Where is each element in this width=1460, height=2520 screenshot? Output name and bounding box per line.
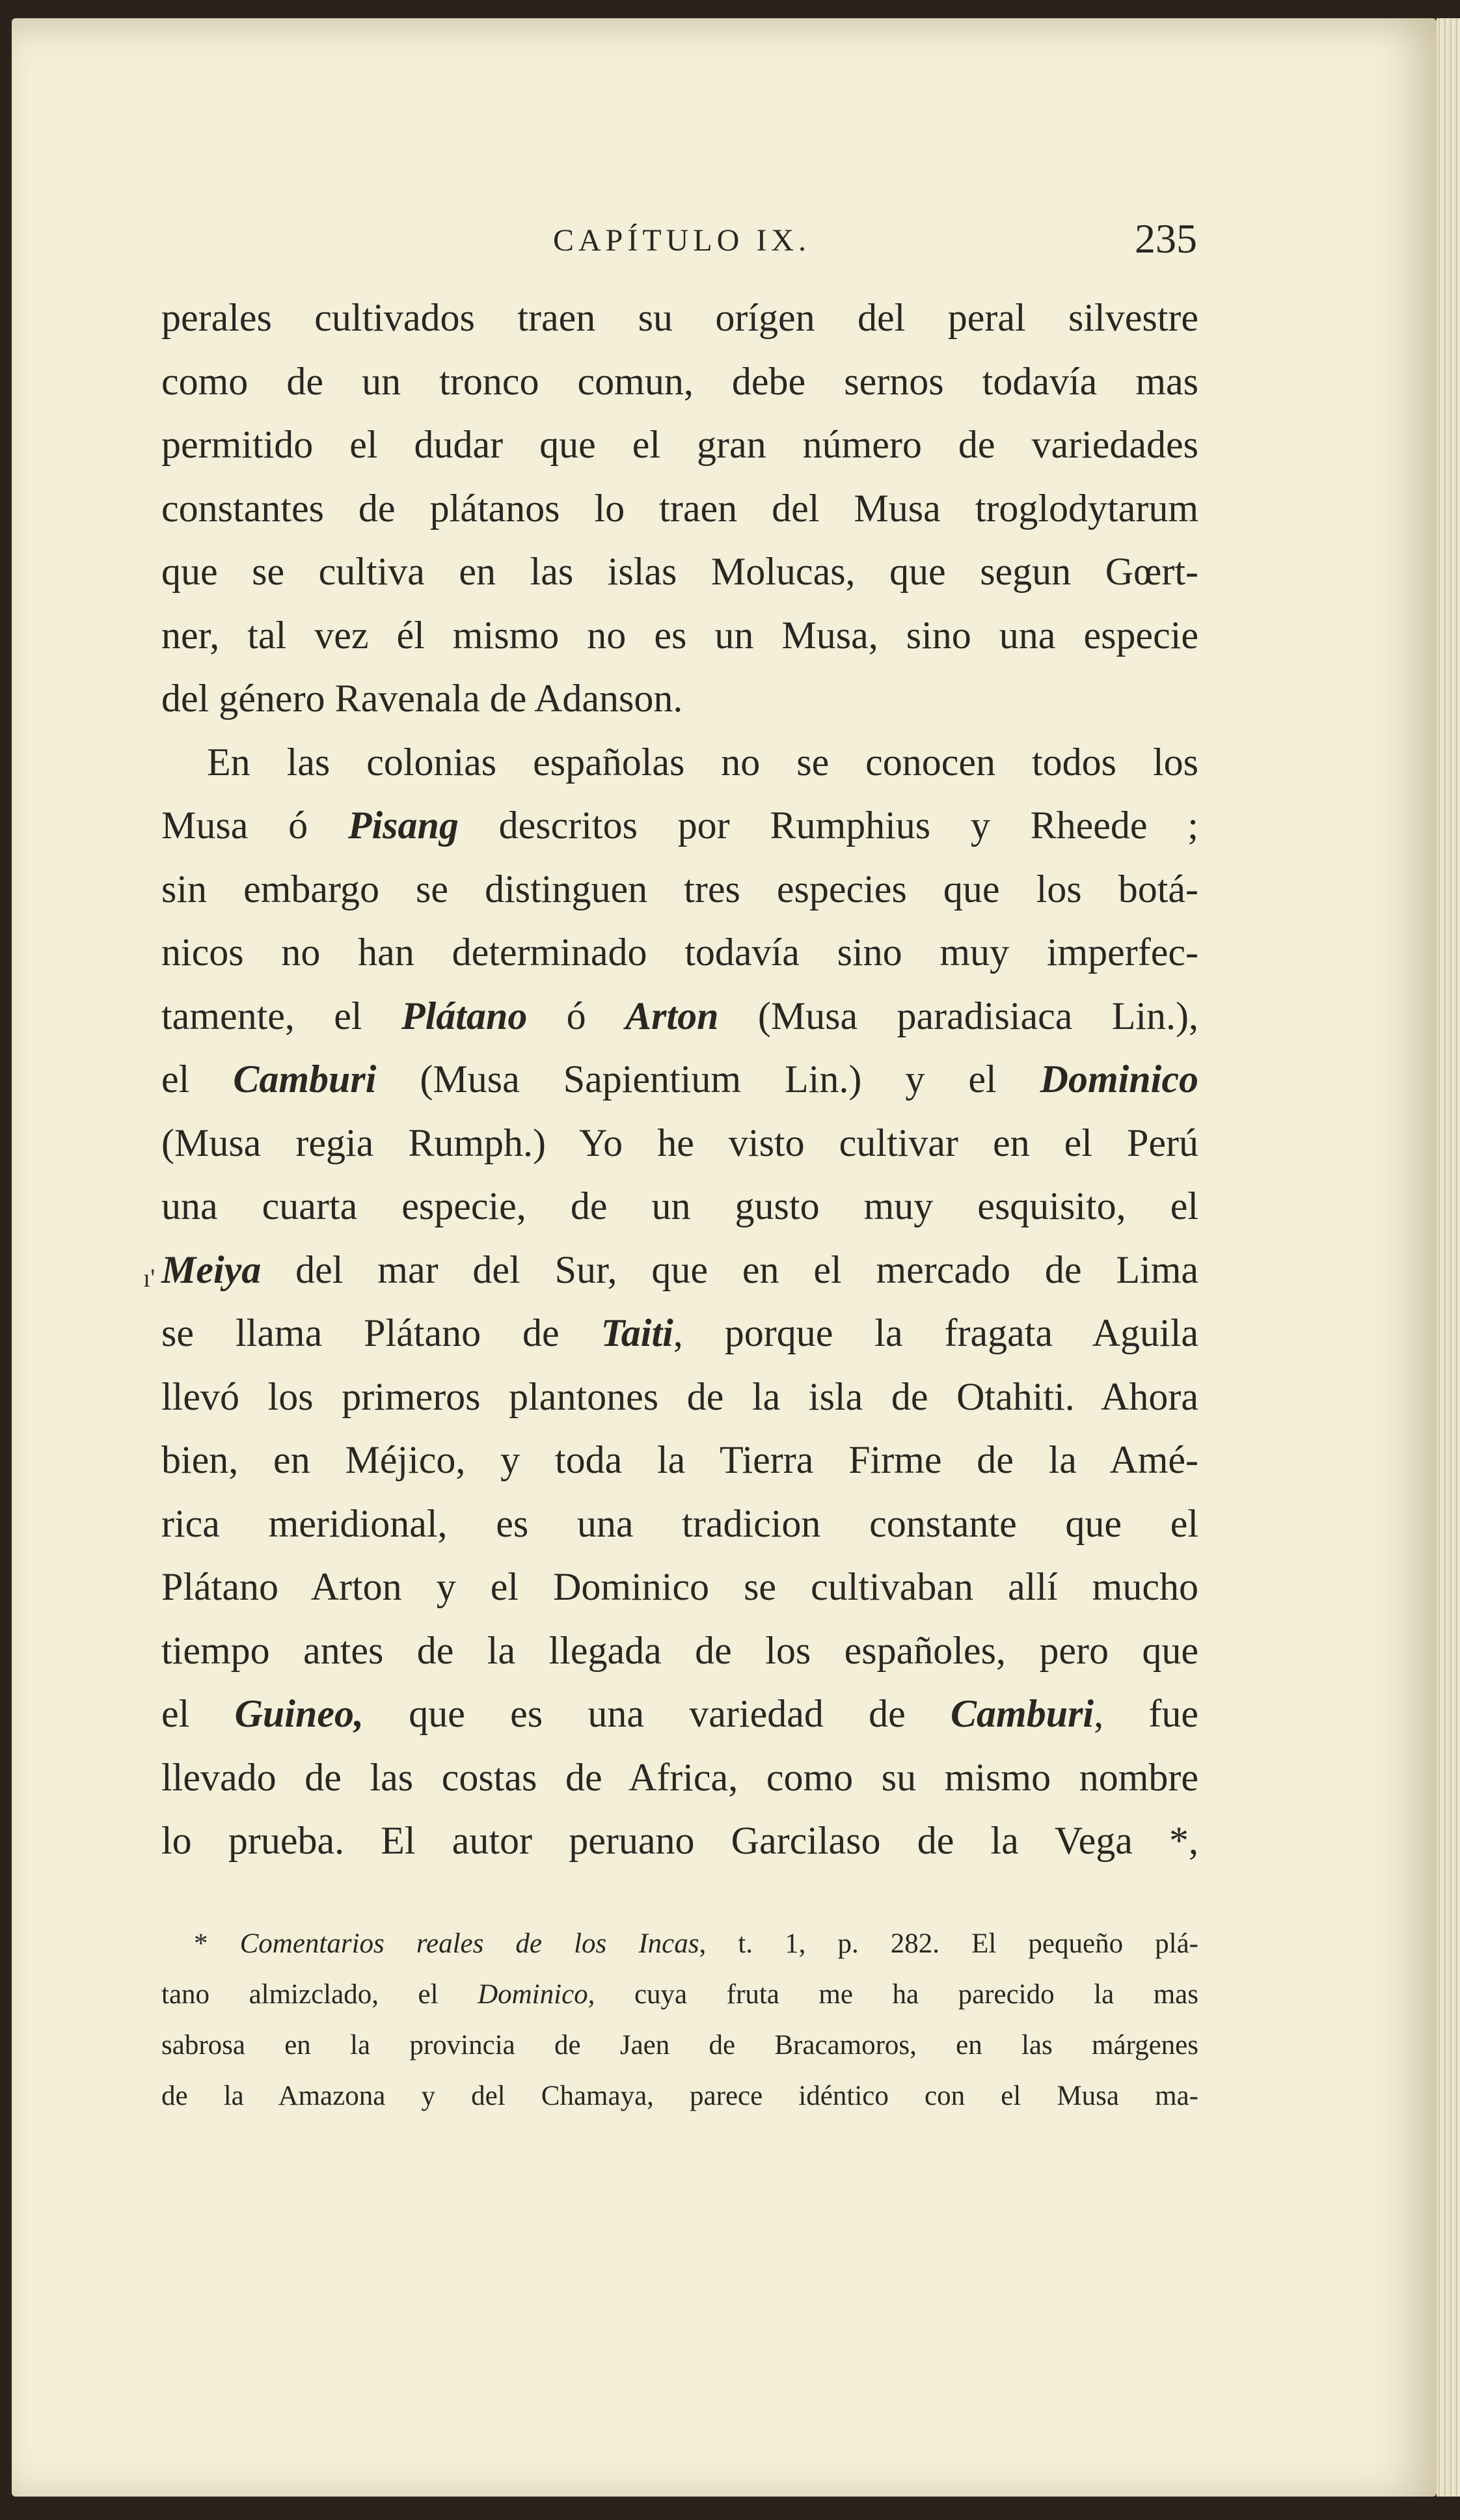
italic-term: Arton — [625, 994, 719, 1037]
text-line: tiempo antes de la llegada de los españoles, pero que — [161, 1628, 1198, 1672]
running-head: CAPÍTULO IX. — [553, 223, 811, 258]
italic-term: Dominico, — [478, 1979, 595, 2010]
text-line: ner, tal vez él mismo no es un Musa, sino una especie — [161, 613, 1198, 657]
text-run: del mar del Sur, que en el mercado de Lima — [261, 1248, 1198, 1291]
footnote-line: de la Amazona y del Chamaya, parece idéntico con el Musa ma- — [161, 2081, 1198, 2111]
italic-term: Dominico — [1040, 1058, 1198, 1101]
text-line: como de un tronco comun, debe sernos todavía mas — [161, 359, 1198, 403]
italic-term: Guineo, — [234, 1692, 364, 1735]
text-run: * — [194, 1928, 240, 1959]
text-line: perales cultivados traen su orígen del peral silvestre — [161, 296, 1198, 339]
text-line — [161, 1048, 1198, 1112]
text-line — [161, 1302, 1198, 1365]
italic-title: Comentarios reales de los Incas — [239, 1928, 699, 1959]
text-run: tano almizclado, el — [161, 1979, 478, 2010]
text-run: tamente, el — [161, 994, 401, 1037]
text-run: , porque la fragata Aguila — [673, 1311, 1198, 1354]
footnote — [161, 1919, 1198, 2122]
text-run: se llama Plátano de — [161, 1311, 601, 1354]
italic-term: Camburi — [233, 1058, 377, 1101]
italic-term: Taiti — [601, 1311, 673, 1354]
footnote-line — [161, 1919, 1198, 1969]
text-line: En las colonias españolas no se conocen todos los — [207, 740, 1198, 784]
text-line: lo prueba. El autor peruano Garcilaso de la Vega *, — [161, 1819, 1198, 1862]
text-line: una cuarta especie, de un gusto muy esquisito, el — [161, 1185, 1198, 1227]
text-line: Plátano Arton y el Dominico se cultivaban allí mucho — [161, 1565, 1198, 1608]
italic-term: Meiya — [161, 1248, 262, 1291]
footnote-line — [161, 1969, 1198, 2020]
text-line: llevó los primeros plantones de la isla de Otahiti. Ahora — [161, 1375, 1198, 1418]
page-header — [163, 215, 1197, 267]
text-line: sin embargo se distinguen tres especies que los botá- — [161, 867, 1198, 911]
text-run: , fue — [1094, 1692, 1198, 1735]
body-text — [161, 286, 1198, 1873]
text-line: nicos no han determinado todavía sino muy imperfec- — [161, 931, 1198, 974]
text-line: del género Ravenala de Adanson. — [161, 677, 683, 720]
background-band — [0, 2497, 1460, 2520]
text-run: cuya fruta me ha parecido la mas — [595, 1979, 1198, 2010]
text-line — [161, 985, 1198, 1048]
text-run: Musa ó — [161, 804, 348, 847]
text-line: llevado de las costas de Africa, como su mismo nombre — [161, 1755, 1198, 1799]
footnote-line: sabrosa en la provincia de Jaen de Bracamoros, en las márgenes — [161, 2030, 1198, 2061]
text-line — [161, 1239, 1198, 1302]
margin-mark: ı' — [143, 1263, 155, 1293]
text-line — [161, 794, 1198, 858]
text-line: (Musa regia Rumph.) Yo he visto cultivar en el Perú — [161, 1121, 1198, 1164]
text-run: (Musa paradisiaca Lin.), — [718, 994, 1199, 1037]
text-line: bien, en Méjico, y toda la Tierra Firme de la Amé- — [161, 1438, 1198, 1481]
page-number: 235 — [1135, 215, 1197, 262]
text-line: rica meridional, es una tradicion constante que el — [161, 1501, 1198, 1545]
text-line: constantes de plátanos lo traen del Musa troglodytarum — [161, 486, 1198, 530]
text-line: permitido el dudar que el gran número de variedades — [161, 423, 1198, 466]
italic-term: Pisang — [347, 804, 459, 847]
text-run: el — [161, 1058, 234, 1101]
page-edges — [1437, 18, 1460, 2497]
italic-term: Camburi — [951, 1692, 1094, 1735]
text-run: ó — [527, 994, 626, 1037]
text-run: que es una variedad de — [363, 1692, 951, 1735]
italic-term: Plátano — [401, 994, 528, 1037]
text-run: el — [161, 1692, 235, 1735]
text-run: descritos por Rumphius y Rheede ; — [458, 804, 1198, 847]
text-line: que se cultiva en las islas Molucas, que segun Gœrt- — [161, 550, 1198, 593]
text-line — [161, 1682, 1198, 1746]
text-run: , t. 1, p. 282. El pequeño plá- — [699, 1928, 1199, 1959]
text-run: (Musa Sapientium Lin.) y el — [376, 1058, 1040, 1101]
